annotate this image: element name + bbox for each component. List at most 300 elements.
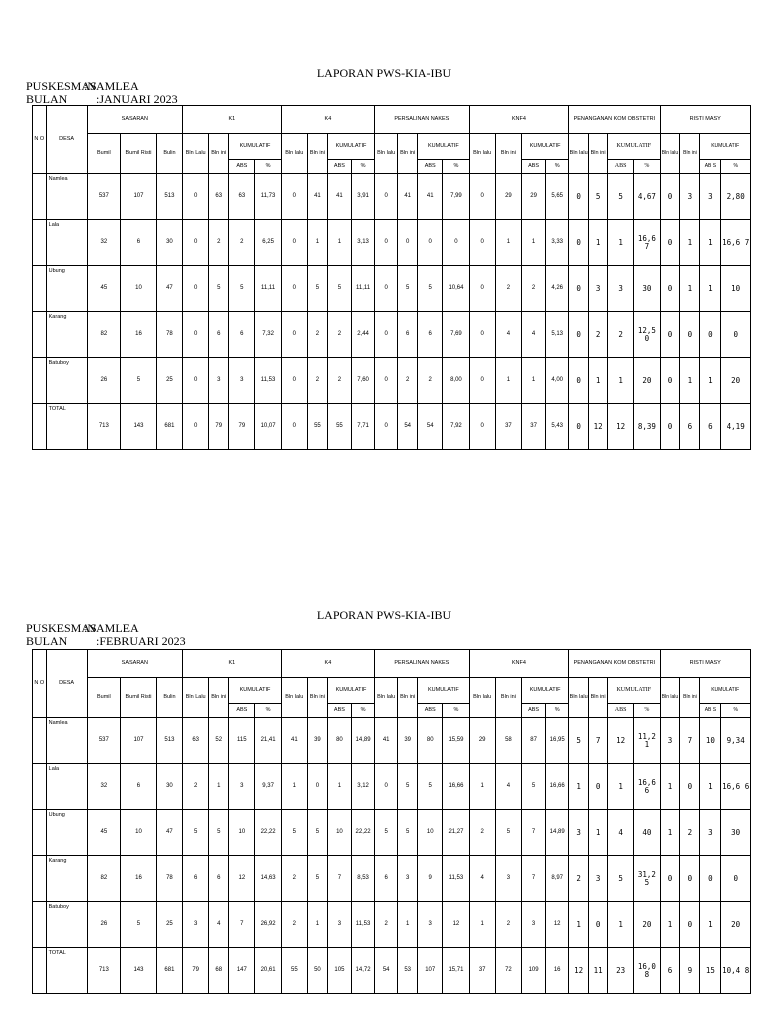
value-cell: 1 <box>608 764 634 810</box>
value-cell: 2 <box>495 266 521 312</box>
value-cell: 8,97 <box>546 856 569 902</box>
value-cell: 3,13 <box>352 220 375 266</box>
value-cell: 3 <box>327 902 351 948</box>
value-cell: 20 <box>721 358 751 404</box>
value-cell: 2 <box>307 358 327 404</box>
value-cell: 1 <box>660 810 680 856</box>
value-cell: 11,11 <box>255 266 281 312</box>
kumulatif-header: KUMULATIF <box>608 134 661 160</box>
value-cell: 0 <box>398 220 418 266</box>
value-cell: 14,89 <box>352 718 375 764</box>
value-cell: 1 <box>398 902 418 948</box>
value-cell: 45 <box>87 266 121 312</box>
bln-lalu-header: Bln lalu <box>660 678 680 718</box>
pct-header: % <box>634 704 660 718</box>
value-cell: 10 <box>327 810 351 856</box>
value-cell: 20,61 <box>255 948 281 994</box>
value-cell: 12 <box>229 856 255 902</box>
value-cell: 4,26 <box>546 266 569 312</box>
row-number-cell <box>33 764 47 810</box>
row-number-cell <box>33 358 47 404</box>
value-cell: 1 <box>608 902 634 948</box>
value-cell: 72 <box>495 948 521 994</box>
value-cell: 16,95 <box>546 718 569 764</box>
value-cell: 0 <box>183 220 209 266</box>
value-cell: 63 <box>209 174 229 220</box>
row-number-cell <box>33 718 47 764</box>
value-cell: 7,32 <box>255 312 281 358</box>
value-cell: 2 <box>327 312 351 358</box>
value-cell: 6 <box>229 312 255 358</box>
bumil-risti-header: Bumil Risti <box>121 678 157 718</box>
value-cell: 0 <box>721 856 751 902</box>
value-cell: 0 <box>418 220 443 266</box>
value-cell: 0 <box>680 764 700 810</box>
value-cell: 7,69 <box>443 312 469 358</box>
kumulatif-header: KUMULATIF <box>700 678 751 704</box>
value-cell: 22,22 <box>352 810 375 856</box>
value-cell: 16,66 <box>546 764 569 810</box>
value-cell: 681 <box>156 404 182 450</box>
value-cell: 0 <box>375 312 398 358</box>
value-cell: 0 <box>569 220 589 266</box>
value-cell: 513 <box>156 174 182 220</box>
value-cell: 1 <box>680 220 700 266</box>
value-cell: 713 <box>87 404 121 450</box>
value-cell: 1 <box>700 266 721 312</box>
value-cell: 2 <box>589 312 608 358</box>
value-cell: 45 <box>87 810 121 856</box>
value-cell: 16,0 8 <box>634 948 660 994</box>
value-cell: 52 <box>209 718 229 764</box>
value-cell: 8,00 <box>443 358 469 404</box>
value-cell: 0 <box>281 358 307 404</box>
penanganan-header: PENANGANAN KOM OBSTETRI <box>569 106 660 134</box>
value-cell: 54 <box>375 948 398 994</box>
value-cell: 1 <box>589 220 608 266</box>
bln-ini-header: Bln ini <box>209 678 229 718</box>
desa-header: DESA <box>46 106 87 174</box>
value-cell: 12 <box>569 948 589 994</box>
value-cell: 0 <box>469 220 495 266</box>
value-cell: 6 <box>418 312 443 358</box>
value-cell: 12,5 0 <box>634 312 660 358</box>
value-cell: 1 <box>608 220 634 266</box>
row-number-cell <box>33 902 47 948</box>
desa-cell: Batuboy <box>46 358 87 404</box>
value-cell: 29 <box>495 174 521 220</box>
value-cell: 1 <box>660 902 680 948</box>
value-cell: 29 <box>469 718 495 764</box>
value-cell: 26,92 <box>255 902 281 948</box>
table-row <box>33 764 751 810</box>
bln-lalu-header: Bln lalu <box>281 134 307 174</box>
value-cell: 5 <box>209 266 229 312</box>
value-cell: 1 <box>700 358 721 404</box>
desa-cell: Namlea <box>46 718 87 764</box>
value-cell: 20 <box>721 902 751 948</box>
value-cell: 6 <box>398 312 418 358</box>
value-cell: 537 <box>87 718 121 764</box>
row-number-cell <box>33 174 47 220</box>
value-cell: 3 <box>700 810 721 856</box>
table-row <box>33 856 751 902</box>
value-cell: 7,92 <box>443 404 469 450</box>
value-cell: 22,22 <box>255 810 281 856</box>
kumulatif-header: KUMULATIF <box>522 678 569 704</box>
value-cell: 12 <box>608 404 634 450</box>
value-cell: 0 <box>281 266 307 312</box>
bln-lalu-header: Bln Lalu <box>183 134 209 174</box>
value-cell: 0 <box>375 220 398 266</box>
value-cell: 11 <box>589 948 608 994</box>
desa-cell: Karang <box>46 312 87 358</box>
value-cell: 37 <box>495 404 521 450</box>
value-cell: 30 <box>156 764 182 810</box>
value-cell: 0 <box>183 312 209 358</box>
bln-lalu-header: Bln lalu <box>569 134 589 174</box>
value-cell: 20 <box>634 358 660 404</box>
kumulatif-header: KUMULATIF <box>522 134 569 160</box>
row-number-cell <box>33 810 47 856</box>
value-cell: 2 <box>495 902 521 948</box>
value-cell: 147 <box>229 948 255 994</box>
abs-header: ABS <box>229 160 255 174</box>
value-cell: 80 <box>327 718 351 764</box>
value-cell: 14,63 <box>255 856 281 902</box>
value-cell: 6 <box>209 312 229 358</box>
value-cell: 11,53 <box>443 856 469 902</box>
persalinan-header: PERSALINAN NAKES <box>375 650 469 678</box>
value-cell: 1 <box>569 902 589 948</box>
value-cell: 5 <box>522 764 546 810</box>
value-cell: 3 <box>229 358 255 404</box>
value-cell: 3 <box>569 810 589 856</box>
value-cell: 79 <box>229 404 255 450</box>
value-cell: 0 <box>660 404 680 450</box>
value-cell: 1 <box>495 220 521 266</box>
desa-cell: Ubung <box>46 266 87 312</box>
value-cell: 63 <box>229 174 255 220</box>
value-cell: 26 <box>87 358 121 404</box>
value-cell: 3 <box>418 902 443 948</box>
value-cell: 10,64 <box>443 266 469 312</box>
value-cell: 5 <box>589 174 608 220</box>
value-cell: 1 <box>209 764 229 810</box>
sasaran-header: SASARAN <box>87 650 183 678</box>
value-cell: 11,53 <box>255 358 281 404</box>
value-cell: 11,2 1 <box>634 718 660 764</box>
value-cell: 1 <box>589 810 608 856</box>
k4-header: K4 <box>281 106 374 134</box>
value-cell: 6 <box>700 404 721 450</box>
abs-header: ABS <box>608 160 634 174</box>
value-cell: 5 <box>398 810 418 856</box>
value-cell: 6 <box>660 948 680 994</box>
value-cell: 6 <box>183 856 209 902</box>
value-cell: 3 <box>522 902 546 948</box>
value-cell: 0 <box>183 174 209 220</box>
value-cell: 41 <box>327 174 351 220</box>
bulin-header: Bulin <box>156 134 182 174</box>
total-row <box>33 948 751 994</box>
value-cell: 5 <box>375 810 398 856</box>
value-cell: 40 <box>634 810 660 856</box>
abs-header: ABS <box>418 704 443 718</box>
value-cell: 1 <box>307 902 327 948</box>
value-cell: 41 <box>398 174 418 220</box>
desa-cell: Ubung <box>46 810 87 856</box>
value-cell: 4,67 <box>634 174 660 220</box>
abs-header: ABS <box>418 160 443 174</box>
value-cell: 12 <box>589 404 608 450</box>
value-cell: 1 <box>589 358 608 404</box>
value-cell: 2,80 <box>721 174 751 220</box>
value-cell: 1 <box>327 220 351 266</box>
pct-header: % <box>546 160 569 174</box>
row-number-cell <box>33 266 47 312</box>
kumulatif-header: KUMULATIF <box>608 678 661 704</box>
value-cell: 1 <box>522 358 546 404</box>
pct-header: % <box>546 704 569 718</box>
value-cell: 7 <box>522 810 546 856</box>
value-cell: 0 <box>443 220 469 266</box>
value-cell: 0 <box>660 266 680 312</box>
bln-lalu-header: Bln Lalu <box>183 678 209 718</box>
value-cell: 41 <box>375 718 398 764</box>
value-cell: 115 <box>229 718 255 764</box>
value-cell: 2 <box>608 312 634 358</box>
value-cell: 39 <box>398 718 418 764</box>
value-cell: 6 <box>680 404 700 450</box>
value-cell: 3 <box>398 856 418 902</box>
value-cell: 0 <box>589 902 608 948</box>
value-cell: 143 <box>121 404 157 450</box>
value-cell: 11,53 <box>352 902 375 948</box>
value-cell: 0 <box>183 358 209 404</box>
value-cell: 3 <box>589 266 608 312</box>
pws-table <box>32 649 751 994</box>
value-cell: 4,00 <box>546 358 569 404</box>
value-cell: 2 <box>522 266 546 312</box>
value-cell: 15,59 <box>443 718 469 764</box>
value-cell: 41 <box>418 174 443 220</box>
value-cell: 7 <box>680 718 700 764</box>
bumil-header: Bumil <box>87 678 121 718</box>
value-cell: 9,34 <box>721 718 751 764</box>
value-cell: 143 <box>121 948 157 994</box>
value-cell: 3 <box>209 358 229 404</box>
value-cell: 55 <box>307 404 327 450</box>
value-cell: 9 <box>418 856 443 902</box>
value-cell: 0 <box>569 404 589 450</box>
value-cell: 4 <box>469 856 495 902</box>
value-cell: 0 <box>680 856 700 902</box>
abs-header: ABS <box>608 704 634 718</box>
row-number-cell <box>33 220 47 266</box>
total-row <box>33 404 751 450</box>
value-cell: 15 <box>700 948 721 994</box>
bln-lalu-header: Bln lalu <box>569 678 589 718</box>
value-cell: 0 <box>375 266 398 312</box>
value-cell: 31,2 5 <box>634 856 660 902</box>
kumulatif-header: KUMULATIF <box>327 678 374 704</box>
row-number-cell <box>33 312 47 358</box>
kumulatif-header: KUMULATIF <box>327 134 374 160</box>
value-cell: 0 <box>469 266 495 312</box>
table-row <box>33 312 751 358</box>
puskesmas-value: :NAMLEA <box>84 79 139 93</box>
value-cell: 3 <box>660 718 680 764</box>
value-cell: 0 <box>469 174 495 220</box>
value-cell: 58 <box>495 718 521 764</box>
value-cell: 4 <box>209 902 229 948</box>
value-cell: 8,53 <box>352 856 375 902</box>
bulan-label: BULAN <box>26 634 68 648</box>
table-row <box>33 220 751 266</box>
value-cell: 2 <box>209 220 229 266</box>
bumil-risti-header: Bumil Risti <box>121 134 157 174</box>
risti-header: RISTI MASY <box>660 106 750 134</box>
value-cell: 14,89 <box>546 810 569 856</box>
value-cell: 0 <box>589 764 608 810</box>
bln-ini-header: Bln ini <box>495 678 521 718</box>
value-cell: 0 <box>680 312 700 358</box>
table-row <box>33 718 751 764</box>
abs-header: ABS <box>522 160 546 174</box>
value-cell: 7,60 <box>352 358 375 404</box>
bulan-label: BULAN <box>26 92 68 106</box>
value-cell: 5 <box>307 266 327 312</box>
value-cell: 12 <box>608 718 634 764</box>
value-cell: 2,44 <box>352 312 375 358</box>
value-cell: 2 <box>229 220 255 266</box>
value-cell: 15,71 <box>443 948 469 994</box>
value-cell: 4 <box>495 764 521 810</box>
value-cell: 1 <box>469 764 495 810</box>
value-cell: 79 <box>209 404 229 450</box>
value-cell: 2 <box>375 902 398 948</box>
bln-lalu-header: Bln lalu <box>281 678 307 718</box>
value-cell: 0 <box>569 358 589 404</box>
pct-header: % <box>634 160 660 174</box>
table-row <box>33 266 751 312</box>
value-cell: 39 <box>307 718 327 764</box>
value-cell: 0 <box>183 266 209 312</box>
value-cell: 0 <box>375 358 398 404</box>
pct-header: % <box>721 160 751 174</box>
value-cell: 30 <box>156 220 182 266</box>
value-cell: 0 <box>281 404 307 450</box>
pct-header: % <box>255 160 281 174</box>
value-cell: 54 <box>398 404 418 450</box>
bln-ini-header: Bln ini <box>398 678 418 718</box>
value-cell: 4,19 <box>721 404 751 450</box>
value-cell: 1 <box>700 220 721 266</box>
value-cell: 3 <box>183 902 209 948</box>
value-cell: 5,13 <box>546 312 569 358</box>
value-cell: 5,65 <box>546 174 569 220</box>
no-header: N O <box>33 106 47 174</box>
value-cell: 3 <box>495 856 521 902</box>
value-cell: 3 <box>680 174 700 220</box>
value-cell: 5 <box>281 810 307 856</box>
value-cell: 3 <box>229 764 255 810</box>
value-cell: 10 <box>418 810 443 856</box>
desa-cell: Batuboy <box>46 902 87 948</box>
value-cell: 10 <box>121 810 157 856</box>
value-cell: 7 <box>522 856 546 902</box>
puskesmas-label: PUSKESMAS <box>26 79 97 93</box>
value-cell: 2 <box>680 810 700 856</box>
value-cell: 80 <box>418 718 443 764</box>
pct-header: % <box>721 704 751 718</box>
value-cell: 3 <box>608 266 634 312</box>
value-cell: 16 <box>546 948 569 994</box>
value-cell: 2 <box>183 764 209 810</box>
value-cell: 9,37 <box>255 764 281 810</box>
value-cell: 1 <box>680 266 700 312</box>
value-cell: 14,72 <box>352 948 375 994</box>
k4-header: K4 <box>281 650 374 678</box>
value-cell: 109 <box>522 948 546 994</box>
value-cell: 2 <box>307 312 327 358</box>
bln-ini-header: Bln ini <box>589 134 608 174</box>
value-cell: 26 <box>87 902 121 948</box>
value-cell: 47 <box>156 810 182 856</box>
value-cell: 107 <box>121 718 157 764</box>
value-cell: 0 <box>375 174 398 220</box>
table-row <box>33 358 751 404</box>
value-cell: 29 <box>522 174 546 220</box>
value-cell: 55 <box>327 404 351 450</box>
value-cell: 41 <box>307 174 327 220</box>
value-cell: 2 <box>327 358 351 404</box>
value-cell: 11,11 <box>352 266 375 312</box>
persalinan-header: PERSALINAN NAKES <box>375 106 469 134</box>
value-cell: 68 <box>209 948 229 994</box>
value-cell: 4 <box>608 810 634 856</box>
bln-ini-header: Bln ini <box>209 134 229 174</box>
value-cell: 6 <box>121 220 157 266</box>
value-cell: 2 <box>281 902 307 948</box>
value-cell: 0 <box>680 902 700 948</box>
bumil-header: Bumil <box>87 134 121 174</box>
puskesmas-label: PUSKESMAS <box>26 621 97 635</box>
value-cell: 107 <box>121 174 157 220</box>
value-cell: 30 <box>634 266 660 312</box>
value-cell: 537 <box>87 174 121 220</box>
value-cell: 2 <box>281 856 307 902</box>
value-cell: 5 <box>418 764 443 810</box>
abs-header: ABS <box>229 704 255 718</box>
value-cell: 1 <box>469 902 495 948</box>
value-cell: 713 <box>87 948 121 994</box>
value-cell: 5 <box>307 810 327 856</box>
value-cell: 5 <box>418 266 443 312</box>
knf4-header: KNF4 <box>469 650 569 678</box>
value-cell: 16 <box>121 312 157 358</box>
value-cell: 25 <box>156 902 182 948</box>
desa-cell: Karang <box>46 856 87 902</box>
value-cell: 1 <box>495 358 521 404</box>
bln-ini-header: Bln ini <box>680 678 700 718</box>
bln-lalu-header: Bln lalu <box>660 134 680 174</box>
value-cell: 7 <box>229 902 255 948</box>
bln-ini-header: Bln ini <box>307 678 327 718</box>
value-cell: 0 <box>700 856 721 902</box>
row-number-cell <box>33 404 47 450</box>
